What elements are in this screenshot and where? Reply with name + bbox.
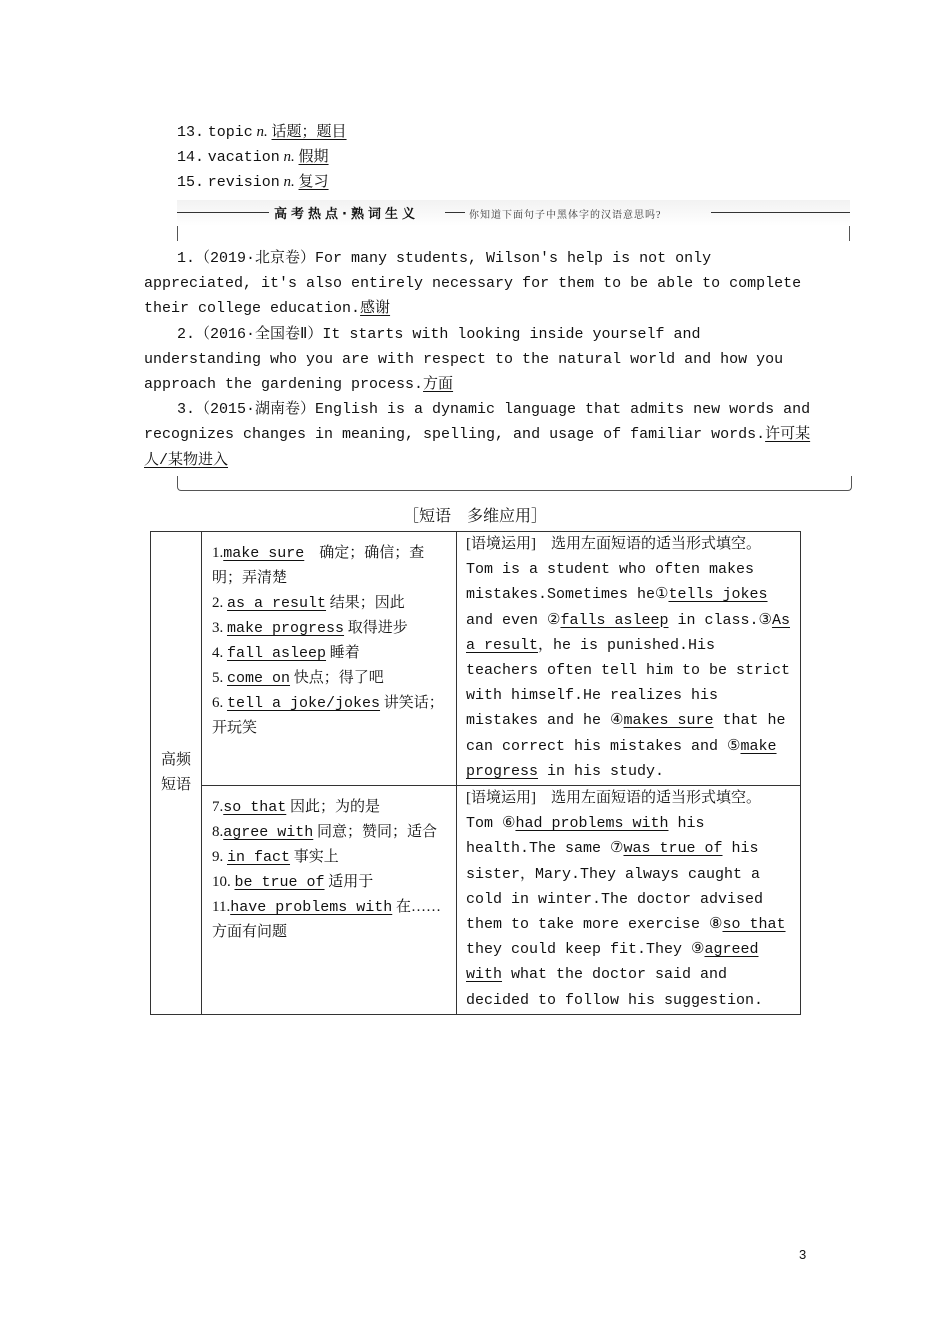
phrase-text: as a result <box>227 595 327 612</box>
sentence-text: For many students, Wilson's help is not only appreciated, it's also entirely necessary for them to be able to complete their college education. <box>144 250 802 318</box>
vocab-pos: n. <box>256 124 268 140</box>
blank-answer: agreed with <box>466 941 759 984</box>
phrase-text: agree with <box>223 824 314 841</box>
banner-bracket-bottom <box>177 476 852 491</box>
phrase-item: 8.agree with 同意；赞同；适合 <box>212 824 438 841</box>
phrase-meaning: 适用于 <box>328 874 374 890</box>
phrase-item: 9. in fact 事实上 <box>212 849 339 866</box>
phrase-item: 7.so that 因此；为的是 <box>212 799 381 816</box>
context-cell <box>457 532 801 786</box>
context-cell <box>457 786 801 1015</box>
phrase-table <box>150 531 801 1015</box>
phrase-item: 6. tell a joke/jokes 讲笑话；开玩笑 <box>212 695 444 736</box>
phrase-text: be true of <box>234 874 325 891</box>
vocab-meaning: 假期 <box>298 149 329 165</box>
phrase-text: fall asleep <box>227 645 327 662</box>
vocab-item <box>177 170 347 195</box>
vocab-number: 15. <box>177 174 205 191</box>
banner-rule-left <box>177 212 269 213</box>
phrase-meaning: 结果；因此 <box>329 595 405 611</box>
banner-rule-mid <box>445 212 465 213</box>
banner-bracket-left <box>177 226 178 241</box>
table-row <box>151 532 801 786</box>
example-sentence <box>144 397 824 473</box>
phrase-meaning: 取得进步 <box>347 620 408 636</box>
blank-answer: had problems with <box>515 815 669 833</box>
category-cell <box>151 532 202 1015</box>
banner-title: 高考热点·熟词生义 <box>274 207 419 222</box>
phrase-item: 4. fall asleep 睡着 <box>212 645 360 662</box>
blank-answer: makes sure <box>623 712 714 730</box>
context-passage: Tom ⑥had problems with his health.The same ⑦was true of his sister，Mary.They always caught a cold in winter.The doctor advised them to take more exercise ⑧so that they could keep fit.They ⑨agreed with what the doctor said and decided to follow his suggestion. <box>466 815 786 1009</box>
page-number: 3 <box>799 1247 807 1262</box>
section-banner <box>177 200 850 240</box>
phrase-text: come on <box>227 670 291 687</box>
example-sentence <box>144 322 824 398</box>
blank-answer: make progress <box>466 737 777 780</box>
category-label: 高频短语 <box>160 752 191 793</box>
sentence-answer: 许可某人/某物进入 <box>144 426 811 469</box>
phrase-item: 5. come on 快点；得了吧 <box>212 670 384 687</box>
vocab-item <box>177 145 347 170</box>
vocab-word: vacation <box>207 149 280 166</box>
blank-answer: As a result <box>466 611 790 654</box>
phrase-text: so that <box>223 799 287 816</box>
context-label: [语境运用] 选用左面短语的适当形式填空。 <box>466 536 761 552</box>
phrase-text: make sure <box>223 545 305 562</box>
vocab-meaning: 话题；题目 <box>271 124 347 140</box>
sentence-source: 1.（2019·北京卷） <box>177 250 316 267</box>
vocab-meaning: 复习 <box>298 174 329 190</box>
phrase-meaning: 在……方面有问题 <box>212 899 441 940</box>
context-passage: Tom is a student who often makes mistakes.Sometimes he①tells jokes and even ②falls asleep in class.③As a result，he is punished.His teachers often tell him to be strict with himself.He realizes his mistakes and he ④makes sure that he can correct his mistakes and ⑤make progress in his study. <box>466 561 791 780</box>
banner-subtitle: 你知道下面句子中黑体字的汉语意思吗? <box>469 210 662 221</box>
blank-answer: falls asleep <box>560 611 669 629</box>
phrase-meaning: 同意；赞同；适合 <box>317 824 438 840</box>
phrase-item: 10. be true of 适用于 <box>212 874 374 891</box>
phrase-text: have problems with <box>230 899 393 916</box>
table-row <box>151 786 801 1015</box>
vocab-word: topic <box>207 124 253 141</box>
blank-answer: tells jokes <box>668 586 768 604</box>
vocab-list <box>177 120 347 195</box>
vocab-pos: n. <box>283 174 295 190</box>
banner-bracket-right <box>849 226 850 241</box>
vocab-item <box>177 120 347 145</box>
sentence-source: 3.（2015·湖南卷） <box>177 401 316 419</box>
blank-answer: was true of <box>623 840 723 858</box>
phrase-text: tell a joke/jokes <box>227 695 381 712</box>
context-label: [语境运用] 选用左面短语的适当形式填空。 <box>466 790 761 806</box>
sentence-text: It starts with looking inside yourself and understanding who you are with respect to the natural world and how you approach the gardening process. <box>144 325 784 394</box>
vocab-number: 14. <box>177 149 205 166</box>
blank-answer: so that <box>722 916 786 934</box>
phrase-meaning: 因此；为的是 <box>290 799 381 815</box>
phrase-text: in fact <box>227 849 291 866</box>
phrase-meaning: 快点；得了吧 <box>293 670 384 686</box>
phrase-meaning: 睡着 <box>329 645 360 661</box>
phrase-meaning: 事实上 <box>293 849 339 865</box>
vocab-number: 13. <box>177 124 205 141</box>
sentence-text: English is a dynamic language that admits new words and recognizes changes in meaning, spelling, and usage of familiar words. <box>144 401 811 444</box>
banner-rule-right <box>711 212 850 213</box>
sentence-answer: 感谢 <box>360 300 391 318</box>
example-sentence <box>144 246 824 322</box>
example-sentences <box>144 246 824 473</box>
phrase-item: 11.have problems with 在……方面有问题 <box>212 899 441 940</box>
phrase-text: make progress <box>227 620 345 637</box>
phrase-list-cell <box>202 532 457 786</box>
vocab-word: revision <box>207 174 280 191</box>
phrase-item: 2. as a result 结果；因此 <box>212 595 405 612</box>
section-heading: ［短语 多维应用］ <box>402 508 547 525</box>
phrase-item: 3. make progress 取得进步 <box>212 620 408 637</box>
phrase-meaning: 讲笑话；开玩笑 <box>212 695 444 736</box>
vocab-pos: n. <box>283 149 295 165</box>
phrase-item: 1.make sure 确定；确信；查明；弄清楚 <box>212 545 425 586</box>
phrase-list-cell <box>202 786 457 1015</box>
phrase-meaning: 确定；确信；查明；弄清楚 <box>212 545 425 586</box>
sentence-source: 2.（2016·全国卷Ⅱ） <box>177 325 323 343</box>
sentence-answer: 方面 <box>423 376 454 394</box>
